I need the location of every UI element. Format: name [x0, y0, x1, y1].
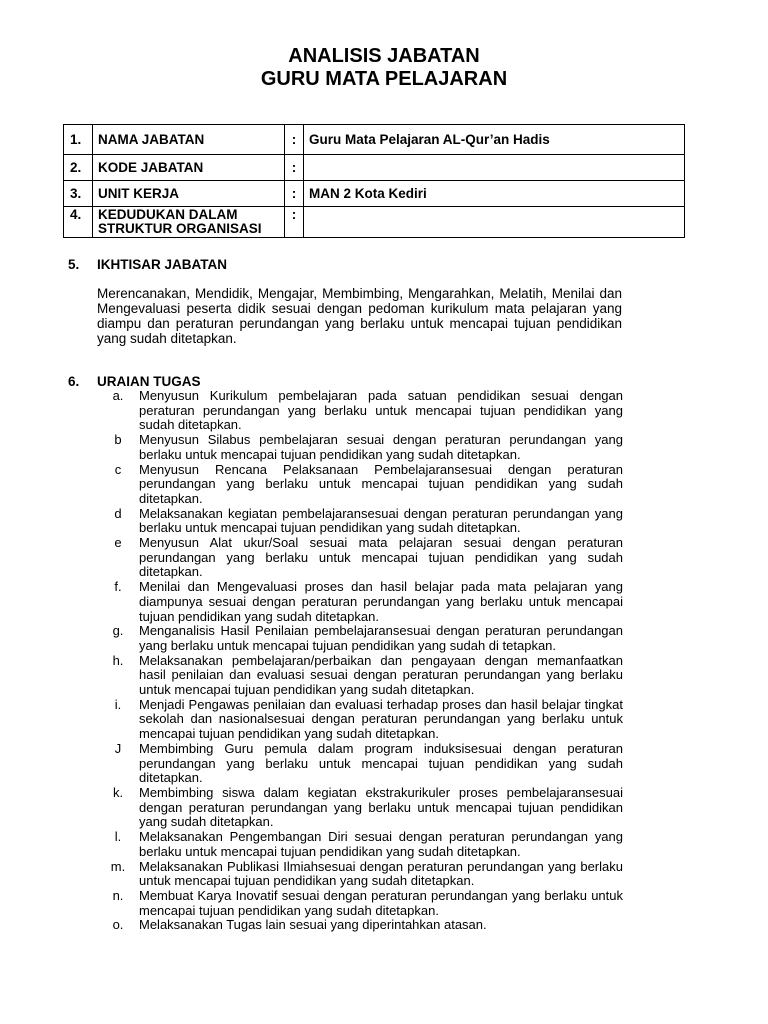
row-label: KODE JABATAN [93, 155, 285, 181]
list-item [97, 463, 623, 507]
section-5-title: IKHTISAR JABATAN [97, 257, 227, 272]
document-subtitle: GURU MATA PELAJARAN [260, 68, 508, 90]
list-item [97, 580, 623, 624]
item-text: Menyusun Kurikulum pembelajaran pada satuan pendidikan sesuai dengan peraturan perundangan yang berlaku untuk mencapai tujuan pendidikan yang sudah ditetapkan. [139, 388, 623, 433]
section-6-title: URAIAN TUGAS [97, 374, 201, 389]
row-number: 1. [64, 125, 93, 155]
list-item [97, 433, 623, 462]
item-text: Menyusun Alat ukur/Soal sesuai mata pelajaran sesuai dengan peraturan perundangan yang berlaku untuk mencapai tujuan pendidikan yang sudah ditetapkan. [139, 535, 623, 580]
table-row [64, 207, 685, 238]
item-text: Membimbing Guru pemula dalam program induksisesuai dengan peraturan perundangan yang berlaku untuk mencapai tujuan pendidikan yang sudah ditetapkan. [139, 740, 623, 786]
item-text: Menganalisis Hasil Penilaian pembelajaransesuai dengan peraturan perundangan yang berlaku untuk mencapai tujuan pendidikan yang sudah di tetapkan. [139, 623, 623, 653]
list-item [97, 536, 623, 580]
item-letter: l. [114, 829, 122, 845]
task-list [97, 389, 623, 933]
table-row [64, 125, 685, 155]
item-letter: i. [114, 696, 122, 712]
item-text: Melaksanakan Pengembangan Diri sesuai dengan peraturan perundangan yang berlaku untuk mencapai tujuan pendidikan yang sudah ditetapkan. [139, 829, 623, 859]
item-text: Melaksanakan kegiatan pembelajaransesuai dengan peraturan perundangan yang berlaku untuk mencapai tujuan pendidikan yang sudah ditetapkan. [139, 505, 623, 536]
list-item [97, 830, 623, 859]
row-value: Guru Mata Pelajaran AL-Qur’an Hadis [304, 125, 685, 155]
item-letter: h. [112, 652, 124, 668]
list-item [97, 698, 623, 742]
list-item [97, 786, 623, 830]
item-text: Melaksanakan Publikasi Ilmiahsesuai dengan peraturan perundangan yang berlaku untuk mencapai tujuan pendidikan yang sudah ditetapkan. [139, 858, 623, 889]
section-5-number: 5. [68, 257, 80, 272]
list-item [97, 742, 623, 786]
list-item [97, 624, 623, 653]
item-letter: o. [112, 917, 124, 933]
item-text: Melaksanakan Tugas lain sesuai yang diperintahkan atasan. [139, 917, 487, 933]
item-letter: a. [112, 388, 124, 403]
list-item [97, 918, 623, 933]
item-text: Membimbing siswa dalam kegiatan ekstrakurikuler proses pembelajaransesuai dengan peraturan perundangan yang berlaku untuk mencapai tujuan pendidikan yang sudah ditetapkan. [139, 784, 623, 830]
row-value [304, 207, 685, 238]
item-text: Menyusun Silabus pembelajaran sesuai dengan peraturan perundangan yang berlaku untuk mencapai tujuan pendidikan yang sudah ditetapkan. [139, 432, 623, 462]
item-letter: b [114, 432, 122, 448]
item-text: Membuat Karya Inovatif sesuai dengan peraturan perundangan yang berlaku untuk mencapai tujuan pendidikan yang sudah ditetapkan. [139, 887, 623, 918]
row-colon: : [285, 155, 304, 181]
list-item [97, 389, 623, 433]
row-number: 2. [64, 155, 93, 181]
item-text: Menyusun Rencana Pelaksanaan Pembelajaransesuai dengan peraturan perundangan yang berlaku untuk mencapai tujuan pendidikan yang sudah ditetapkan. [139, 461, 623, 506]
list-item [97, 860, 623, 889]
list-item [97, 654, 623, 698]
item-letter: k. [112, 784, 124, 800]
item-letter: d [114, 505, 122, 521]
item-letter: c [114, 461, 122, 477]
row-number: 3. [64, 181, 93, 207]
list-item [97, 507, 623, 536]
document-title: ANALISIS JABATAN [288, 45, 480, 67]
row-label: NAMA JABATAN [93, 125, 285, 155]
row-colon: : [285, 125, 304, 155]
table-row [64, 181, 685, 207]
row-label: KEDUDUKAN DALAM STRUKTUR ORGANISASI [93, 207, 285, 238]
row-colon: : [285, 207, 304, 238]
row-value: MAN 2 Kota Kediri [304, 181, 685, 207]
row-value [304, 155, 685, 181]
section-6-number: 6. [68, 374, 80, 389]
table-row [64, 155, 685, 181]
item-letter: J [114, 740, 122, 756]
item-text: Menilai dan Mengevaluasi proses dan hasil belajar pada mata pelajaran yang diampunya sesuai dengan peraturan perundangan yang berlaku untuk mencapai tujuan pendidikan yang sudah ditetapkan. [139, 579, 623, 624]
job-info-table [63, 124, 685, 238]
row-number: 4. [64, 207, 93, 238]
item-letter: g. [112, 623, 124, 639]
item-text: Menjadi Pengawas penilaian dan evaluasi terhadap proses dan hasil belajar tingkat sekolah dan nasionalsesuai dengan peraturan perundangan yang berlaku untuk mencapai tujuan pendidikan yang sudah ditetapkan. [139, 696, 623, 742]
row-label: UNIT KERJA [93, 181, 285, 207]
row-colon: : [285, 181, 304, 207]
summary-paragraph: Merencanakan, Mendidik, Mengajar, Membimbing, Mengarahkan, Melatih, Menilai dan Mengevaluasi peserta didik sesuai dengan pedoman kurikulum mata pelajaran yang diampu dan peraturan perundangan yang berlaku untuk mencapai tujuan pendidikan yang sudah ditetapkan. [97, 286, 622, 346]
item-letter: n. [112, 887, 124, 903]
list-item [97, 889, 623, 918]
item-letter: f. [114, 579, 122, 595]
item-letter: m. [110, 858, 126, 874]
item-letter: e [114, 535, 122, 551]
item-text: Melaksanakan pembelajaran/perbaikan dan pengayaan dengan memanfaatkan hasil penilaian dan evaluasi sesuai dengan peraturan perundangan yang berlaku untuk mencapai tujuan pendidikan yang sudah ditetapkan. [139, 652, 623, 698]
